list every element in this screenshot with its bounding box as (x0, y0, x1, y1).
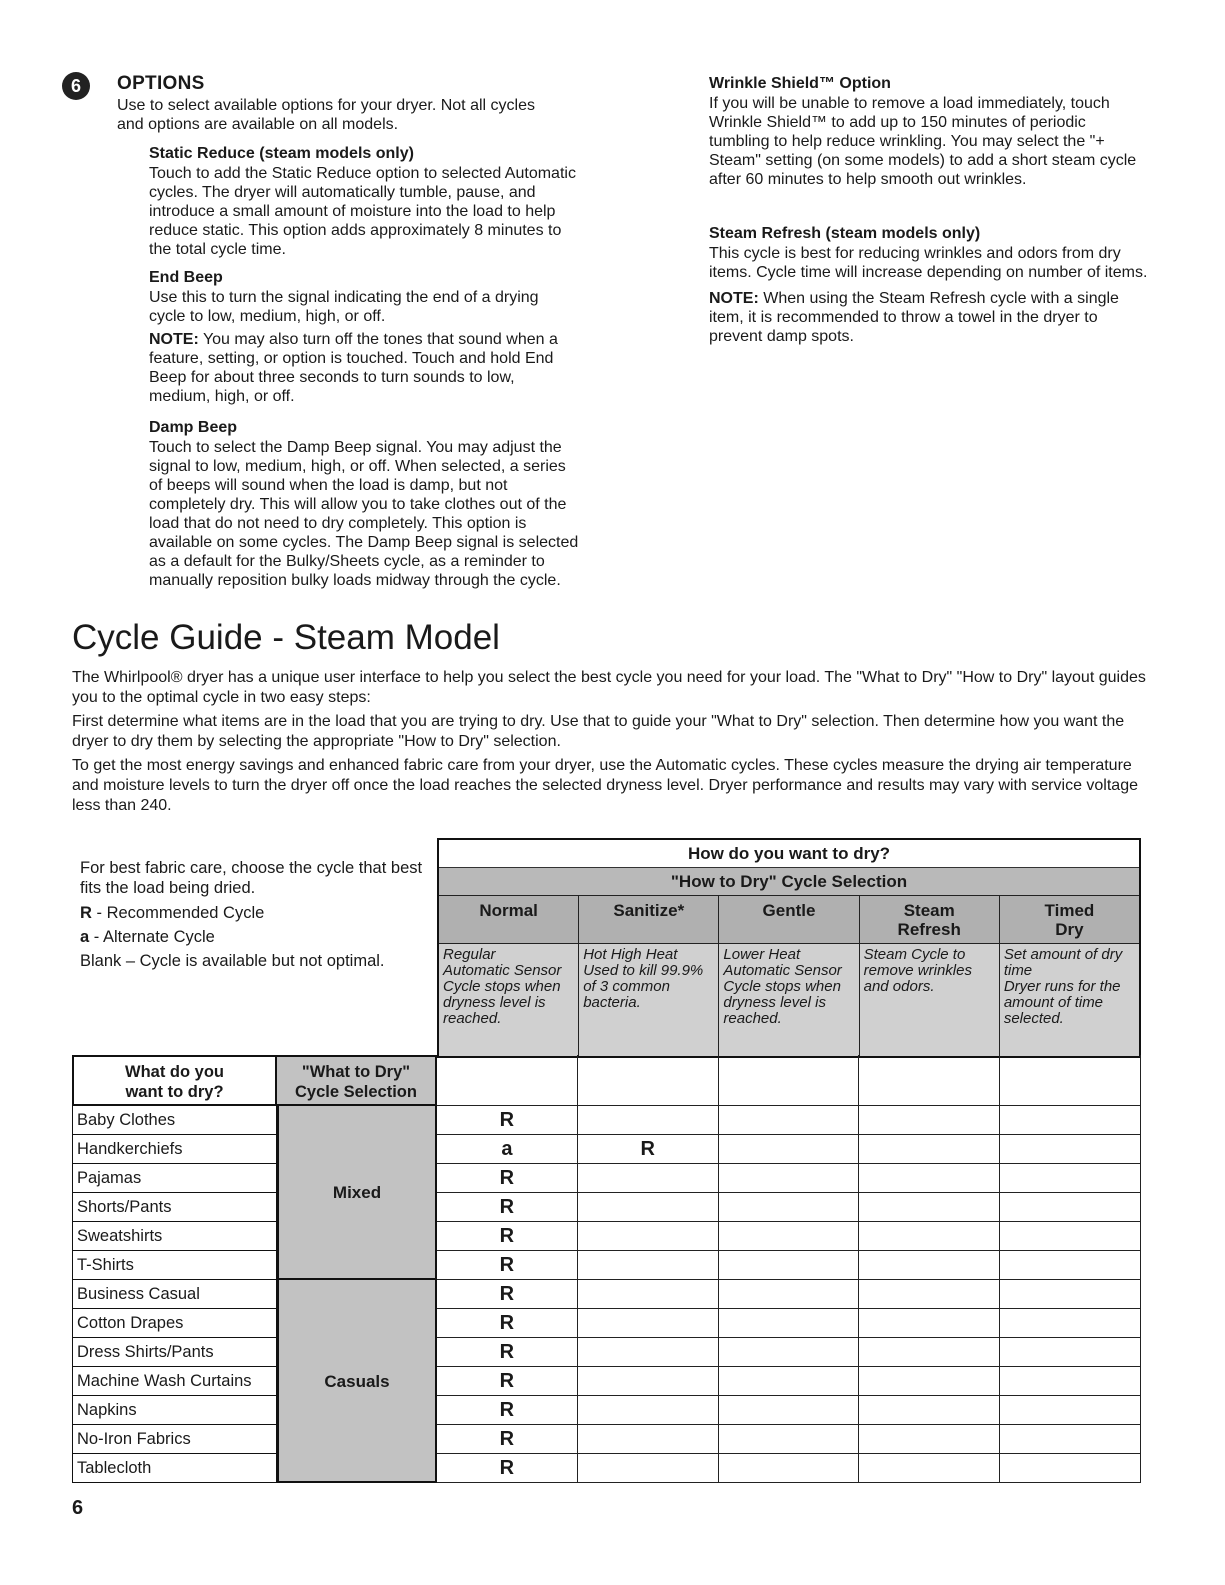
cycle-rating-cell (719, 1251, 860, 1280)
cycle-rating-cell (859, 1425, 1000, 1454)
legend-a-key: a (80, 928, 90, 946)
cycle-rating-cell (719, 1280, 860, 1309)
cycle-rating-cell (859, 1367, 1000, 1396)
table-row (72, 1280, 1141, 1309)
section-number-badge: 6 (62, 72, 90, 100)
cycle-rating-cell (719, 1106, 860, 1135)
cycle-column-header: Normal (439, 895, 578, 943)
table-row (72, 1338, 1141, 1367)
item-label: No-Iron Fabrics (72, 1425, 277, 1454)
wrinkle-shield-section (709, 74, 1149, 189)
legend-intro: For best fabric care, choose the cycle that best fits the load being dried. (80, 859, 423, 897)
empty-cell (578, 1055, 719, 1106)
cycle-rating-cell (578, 1425, 719, 1454)
what-selection-header: "What to Dry" Cycle Selection (277, 1055, 437, 1106)
what-header: What do you want to dry? (72, 1055, 277, 1106)
table-row (72, 1222, 1141, 1251)
cycle-column-description: Lower Heat Automatic Sensor Cycle stops when dryness level is reached. (718, 943, 858, 1056)
options-heading: OPTIONS (117, 73, 205, 94)
group-cell (277, 1454, 437, 1483)
legend-alternate (80, 925, 425, 949)
what-to-dry-group-label: Mixed (332, 1183, 382, 1202)
item-label: Napkins (72, 1396, 277, 1425)
cycle-column-header: Gentle (718, 895, 858, 943)
cycle-column-descriptions (439, 943, 1139, 1056)
table-row (72, 1454, 1141, 1483)
damp-beep-heading: Damp Beep (149, 419, 238, 436)
table-body (72, 1106, 1141, 1483)
steam-refresh-section (709, 224, 1149, 346)
cycle-column-header: Timed Dry (999, 895, 1139, 943)
cycle-rating-cell (1000, 1251, 1141, 1280)
end-beep-note (149, 330, 579, 406)
cycle-rating-cell (1000, 1396, 1141, 1425)
item-label: Machine Wash Curtains (72, 1367, 277, 1396)
steam-refresh-note (709, 289, 1149, 346)
group-cell (277, 1425, 437, 1454)
cycle-guide-paragraph: First determine what items are in the load that you are trying to dry. Use that to guide your "What to Dry" selection. Then determine how you want the dryer to dry them by selecting the appropriate "How to Dry" selection. (72, 713, 1125, 750)
cycle-rating-cell (1000, 1367, 1141, 1396)
empty-cell (437, 1055, 578, 1106)
cycle-rating-cell: R (437, 1367, 578, 1396)
cycle-rating-cell (719, 1338, 860, 1367)
cycle-rating-cell (1000, 1280, 1141, 1309)
static-reduce-body: Touch to add the Static Reduce option to selected Automatic cycles. The dryer will automatically tumble, pause, and introduce a small amount of moisture into the load to help reduce static. This option adds approximately 8 minutes to the total cycle time. (149, 165, 576, 258)
group-cell (277, 1396, 437, 1425)
item-label: Dress Shirts/Pants (72, 1338, 277, 1367)
table-row (72, 1251, 1141, 1280)
cycle-column-description: Set amount of dry time Dryer runs for the amount of time selected. (999, 943, 1139, 1056)
cycle-rating-cell (1000, 1164, 1141, 1193)
cycle-rating-cell (719, 1367, 860, 1396)
cycle-rating-cell: R (437, 1106, 578, 1135)
cycle-rating-cell (1000, 1193, 1141, 1222)
cycle-rating-cell: R (437, 1454, 578, 1483)
cycle-rating-cell: R (437, 1251, 578, 1280)
cycle-rating-cell (719, 1164, 860, 1193)
cycle-rating-cell (578, 1338, 719, 1367)
cycle-column-description: Steam Cycle to remove wrinkles and odors. (859, 943, 999, 1056)
cycle-rating-cell: R (578, 1135, 719, 1164)
steam-refresh-body: This cycle is best for reducing wrinkles and odors from dry items. Cycle time will increase depending on number of items. (709, 245, 1148, 281)
cycle-rating-cell: R (437, 1309, 578, 1338)
legend-a-text: - Alternate Cycle (89, 928, 215, 946)
cycle-rating-cell (719, 1425, 860, 1454)
group-cell (277, 1338, 437, 1367)
cycle-rating-cell (1000, 1106, 1141, 1135)
cycle-rating-cell (1000, 1309, 1141, 1338)
group-cell (277, 1222, 437, 1251)
cycle-rating-cell (859, 1396, 1000, 1425)
cycle-rating-cell (859, 1164, 1000, 1193)
table-row (72, 1106, 1141, 1135)
how-header: How do you want to dry? (439, 840, 1139, 868)
page-number: 6 (72, 1497, 84, 1519)
empty-cell (719, 1055, 860, 1106)
what-to-dry-group-label: Casuals (324, 1371, 390, 1391)
cycle-rating-cell (578, 1222, 719, 1251)
group-cell (277, 1309, 437, 1338)
table-row (72, 1425, 1141, 1454)
legend-blank: Blank – Cycle is available but not optimal. (80, 952, 385, 970)
cycle-rating-cell (859, 1135, 1000, 1164)
cycle-rating-cell (719, 1309, 860, 1338)
cycle-rating-cell (719, 1454, 860, 1483)
table-row (72, 1309, 1141, 1338)
item-label: Tablecloth (72, 1454, 277, 1483)
cycle-rating-cell: R (437, 1193, 578, 1222)
cycle-rating-cell (719, 1222, 860, 1251)
cycle-rating-cell (578, 1454, 719, 1483)
note-text: When using the Steam Refresh cycle with a single item, it is recommended to throw a towel in the dryer to prevent damp spots. (709, 290, 1119, 345)
options-intro: Use to select available options for your dryer. Not all cycles and options are available on all models. (117, 97, 535, 133)
item-label: Baby Clothes (72, 1106, 277, 1135)
cycle-table (72, 1055, 1141, 1483)
cycle-rating-cell (719, 1135, 860, 1164)
note-label: NOTE: (709, 290, 759, 307)
table-header-row (72, 1055, 1141, 1106)
table-row (72, 1396, 1141, 1425)
how-to-dry-header (437, 838, 1141, 1058)
item-label: Cotton Drapes (72, 1309, 277, 1338)
cycle-rating-cell (578, 1309, 719, 1338)
group-cell (277, 1106, 437, 1135)
cycle-rating-cell (859, 1222, 1000, 1251)
cycle-rating-cell: R (437, 1222, 578, 1251)
cycle-rating-cell (578, 1280, 719, 1309)
cycle-rating-cell: R (437, 1164, 578, 1193)
cycle-column-header: Steam Refresh (859, 895, 999, 943)
cycle-column-headers (439, 895, 1139, 943)
end-beep-heading: End Beep (149, 269, 223, 286)
cycle-rating-cell (719, 1396, 860, 1425)
how-selection-header: "How to Dry" Cycle Selection (439, 868, 1139, 895)
cycle-rating-cell (1000, 1338, 1141, 1367)
cycle-column-description: Hot High Heat Used to kill 99.9% of 3 common bacteria. (578, 943, 718, 1056)
cycle-guide-paragraph: The Whirlpool® dryer has a unique user interface to help you select the best cycle you need for your load. The "What to Dry" "How to Dry" layout guides you to the optimal cycle in two easy steps: (72, 669, 1146, 706)
table-row (72, 1164, 1141, 1193)
item-label: Sweatshirts (72, 1222, 277, 1251)
cycle-rating-cell (578, 1251, 719, 1280)
cycle-rating-cell (578, 1396, 719, 1425)
cycle-guide-paragraph: To get the most energy savings and enhanced fabric care from your dryer, use the Automatic cycles. These cycles measure the drying air temperature and moisture levels to turn the dryer off once the load reaches the selected dryness level. Dryer performance and results may vary with service voltage less than 240. (72, 757, 1138, 814)
item-label: Shorts/Pants (72, 1193, 277, 1222)
item-label: Handkerchiefs (72, 1135, 277, 1164)
cycle-rating-cell (578, 1106, 719, 1135)
wrinkle-shield-heading: Wrinkle Shield™ Option (709, 75, 891, 92)
cycle-rating-cell (1000, 1425, 1141, 1454)
static-reduce-section (149, 144, 579, 259)
cycle-rating-cell (859, 1280, 1000, 1309)
cycle-rating-cell (859, 1454, 1000, 1483)
item-label: Pajamas (72, 1164, 277, 1193)
table-row (72, 1193, 1141, 1222)
group-cell (277, 1135, 437, 1164)
wrinkle-shield-body: If you will be unable to remove a load immediately, touch Wrinkle Shield™ to add up to 150 minutes of periodic tumbling to help reduce wrinkling. You may select the "+ Steam" setting (on some models) to add a short steam cycle after 60 minutes to help smooth out wrinkles. (709, 95, 1137, 188)
legend (80, 858, 425, 973)
steam-refresh-heading: Steam Refresh (steam models only) (709, 225, 981, 242)
item-label: Business Casual (72, 1280, 277, 1309)
cycle-rating-cell (1000, 1135, 1141, 1164)
legend-r-key: R (80, 904, 92, 922)
cycle-rating-cell (578, 1367, 719, 1396)
cycle-rating-cell (859, 1106, 1000, 1135)
cycle-rating-cell: R (437, 1280, 578, 1309)
damp-beep-section (149, 418, 579, 590)
end-beep-body: Use this to turn the signal indicating the end of a drying cycle to low, medium, high, or off. (149, 289, 539, 325)
group-cell (277, 1280, 437, 1309)
note-text: You may also turn off the tones that sound when a feature, setting, or option is touched. Touch and hold End Beep for about three seconds to turn sounds to low, medium, high, or off. (149, 331, 558, 405)
cycle-rating-cell (1000, 1454, 1141, 1483)
legend-recommended (80, 901, 425, 925)
cycle-column-header: Sanitize* (578, 895, 718, 943)
cycle-rating-cell (719, 1193, 860, 1222)
end-beep-section (149, 268, 579, 406)
empty-cell (1000, 1055, 1141, 1106)
cycle-guide-title: Cycle Guide - Steam Model (72, 618, 500, 657)
group-cell (277, 1251, 437, 1280)
cycle-rating-cell (859, 1338, 1000, 1367)
cycle-rating-cell (859, 1309, 1000, 1338)
static-reduce-heading: Static Reduce (steam models only) (149, 145, 414, 162)
cycle-rating-cell (578, 1193, 719, 1222)
cycle-rating-cell: R (437, 1425, 578, 1454)
cycle-rating-cell (1000, 1222, 1141, 1251)
cycle-rating-cell: R (437, 1338, 578, 1367)
note-label: NOTE: (149, 331, 199, 348)
cycle-rating-cell: a (437, 1135, 578, 1164)
cycle-rating-cell (859, 1251, 1000, 1280)
item-label: T-Shirts (72, 1251, 277, 1280)
cycle-rating-cell (578, 1164, 719, 1193)
table-row (72, 1367, 1141, 1396)
table-row (72, 1135, 1141, 1164)
empty-cell (859, 1055, 1000, 1106)
cycle-rating-cell: R (437, 1396, 578, 1425)
legend-r-text: - Recommended Cycle (91, 904, 265, 922)
cycle-column-description: Regular Automatic Sensor Cycle stops when dryness level is reached. (439, 943, 578, 1056)
damp-beep-body: Touch to select the Damp Beep signal. You may adjust the signal to low, medium, high, or off. When selected, a series of beeps will sound when the load is damp, but not completely dry. This will allow you to take clothes out of the load that do not need to dry completely. This option is available on some cycles. The Damp Beep signal is selected as a default for the Bulky/Sheets cycle, as a reminder to manually reposition bulky loads midway through the cycle. (149, 439, 579, 589)
cycle-rating-cell (859, 1193, 1000, 1222)
